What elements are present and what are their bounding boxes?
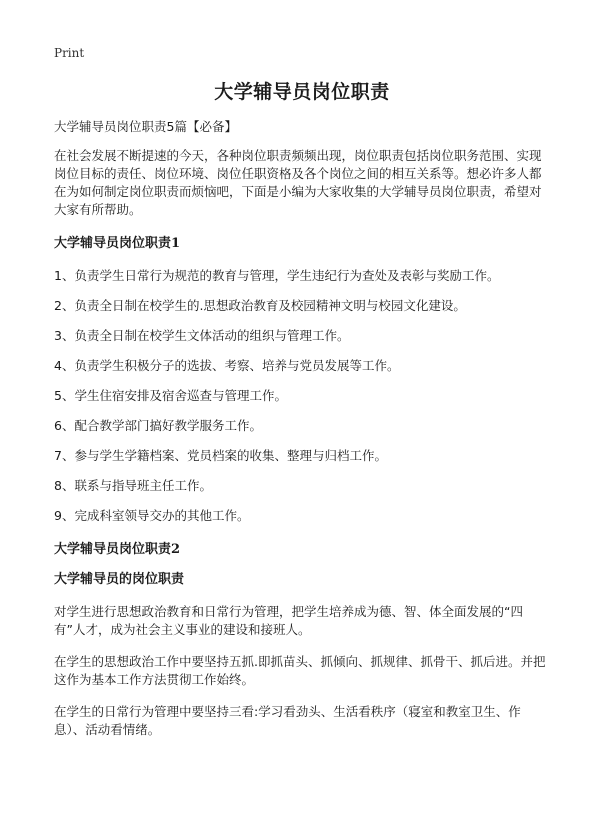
list-item: 4、负责学生积极分子的选拔、考察、培养与党员发展等工作。 <box>54 358 400 373</box>
document-content <box>54 78 550 739</box>
list-item: 5、学生住宿安排及宿舍巡查与管理工作。 <box>54 388 287 403</box>
list-item: 9、完成科室领导交办的其他工作。 <box>54 508 250 523</box>
list-item: 2、负责全日制在校学生的.思想政治教育及校园精神文明与校园文化建设。 <box>54 298 466 313</box>
section-heading-1: 大学辅导员岗位职责1 <box>54 236 181 251</box>
body-paragraph: 对学生进行思想政治教育和日常行为管理，把学生培养成为德、智、体全面发展的“四有”人才，成为社会主义事业的建设和接班人。 <box>54 604 523 637</box>
document-subtitle: 大学辅导员岗位职责5篇【必备】 <box>54 119 237 134</box>
section-heading-2: 大学辅导员岗位职责2 <box>54 542 181 557</box>
body-paragraph: 在学生的思想政治工作中要坚持五抓.即抓苗头、抓倾向、抓规律、抓骨干、抓后进。并把这作为基本工作方法贯彻工作始终。 <box>54 654 546 687</box>
list-item: 7、参与学生学籍档案、党员档案的收集、整理与归档工作。 <box>54 448 387 463</box>
print-link[interactable]: Print <box>54 46 85 60</box>
list-item: 6、配合教学部门搞好教学服务工作。 <box>54 418 262 433</box>
list-item: 1、负责学生日常行为规范的教育与管理，学生违纪行为查处及表彰与奖励工作。 <box>54 268 500 283</box>
body-paragraph: 在学生的日常行为管理中要坚持三看:学习看劲头、生活看秩序（寝室和教室卫生、作息）、活动看情绪。 <box>54 704 521 737</box>
list-item: 8、联系与指导班主任工作。 <box>54 478 212 493</box>
section-subheading: 大学辅导员的岗位职责 <box>54 572 185 587</box>
intro-paragraph: 在社会发展不断提速的今天，各种岗位职责频频出现，岗位职责包括岗位职务范围、实现岗位目标的责任、岗位环境、岗位任职资格及各个岗位之间的相互关系等。想必许多人都在为如何制定岗位职责而烦恼吧，下面是小编为大家收集的大学辅导员岗位职责，希望对大家有所帮助。 <box>54 148 542 217</box>
duty-list <box>54 267 550 525</box>
document-title: 大学辅导员岗位职责 <box>214 81 390 103</box>
list-item: 3、负责全日制在校学生文体活动的组织与管理工作。 <box>54 328 350 343</box>
